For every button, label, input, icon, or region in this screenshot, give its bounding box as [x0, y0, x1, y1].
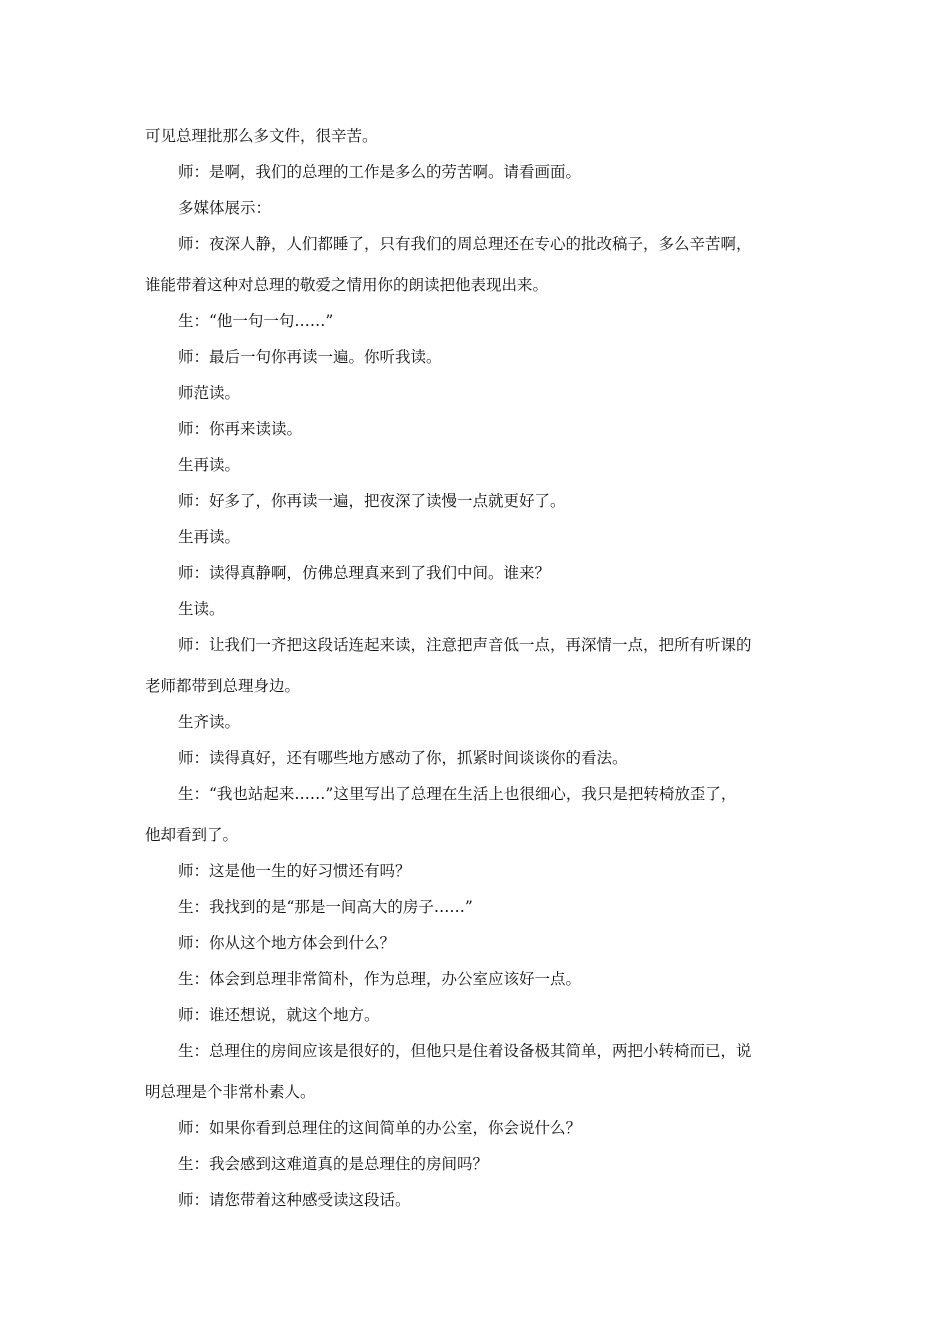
text-line: 师：你从这个地方体会到什么？: [178, 934, 396, 952]
text-line: 师：让我们一齐把这段话连起来读，注意把声音低一点，再深情一点，把所有听课的: [178, 636, 752, 654]
text-line: 生齐读。: [178, 713, 241, 731]
text-line: 老师都带到总理身边。: [145, 677, 301, 695]
text-line: 生：我找到的是“那是一间高大的房子……”: [178, 898, 473, 916]
text-line: 生：“他一句一句……”: [178, 312, 334, 330]
text-line: 生：体会到总理非常简朴，作为总理，办公室应该好一点。: [178, 970, 582, 988]
text-line: 师：夜深人静，人们都睡了，只有我们的周总理还在专心的批改稿子，多么辛苦啊，: [178, 235, 752, 253]
text-line: 可见总理批那么多文件，很辛苦。: [145, 127, 378, 145]
text-line: 师：是啊，我们的总理的工作是多么的劳苦啊。请看画面。: [178, 163, 582, 181]
text-line: 师：读得真静啊，仿佛总理真来到了我们中间。谁来？: [178, 564, 551, 582]
text-line: 师：读得真好，还有哪些地方感动了你，抓紧时间谈谈你的看法。: [178, 749, 628, 767]
text-line: 多媒体展示：: [178, 199, 272, 217]
text-line: 师范读。: [178, 384, 241, 402]
text-line: 师：好多了，你再读一遍，把夜深了读慢一点就更好了。: [178, 492, 566, 510]
text-line: 生再读。: [178, 528, 241, 546]
text-line: 生：“我也站起来……”这里写出了总理在生活上也很细心，我只是把转椅放歪了，: [178, 785, 737, 803]
text-line: 师：你再来读读。: [178, 420, 303, 438]
text-line: 明总理是个非常朴素人。: [145, 1083, 316, 1101]
text-line: 师：谁还想说，就这个地方。: [178, 1006, 380, 1024]
text-line: 师：如果你看到总理住的这间简单的办公室，你会说什么？: [178, 1119, 582, 1137]
text-line: 师：请您带着这种感受读这段话。: [178, 1191, 411, 1209]
text-line: 他却看到了。: [145, 826, 239, 844]
text-line: 师：最后一句你再读一遍。你听我读。: [178, 348, 442, 366]
text-line: 生再读。: [178, 456, 241, 474]
text-line: 生：总理住的房间应该是很好的，但他只是住着设备极其简单，两把小转椅而已，说: [178, 1042, 752, 1060]
text-line: 谁能带着这种对总理的敬爱之情用你的朗读把他表现出来。: [145, 276, 549, 294]
text-line: 生读。: [178, 600, 225, 618]
text-line: 师：这是他一生的好习惯还有吗？: [178, 862, 411, 880]
text-line: 生：我会感到这难道真的是总理住的房间吗？: [178, 1155, 489, 1173]
